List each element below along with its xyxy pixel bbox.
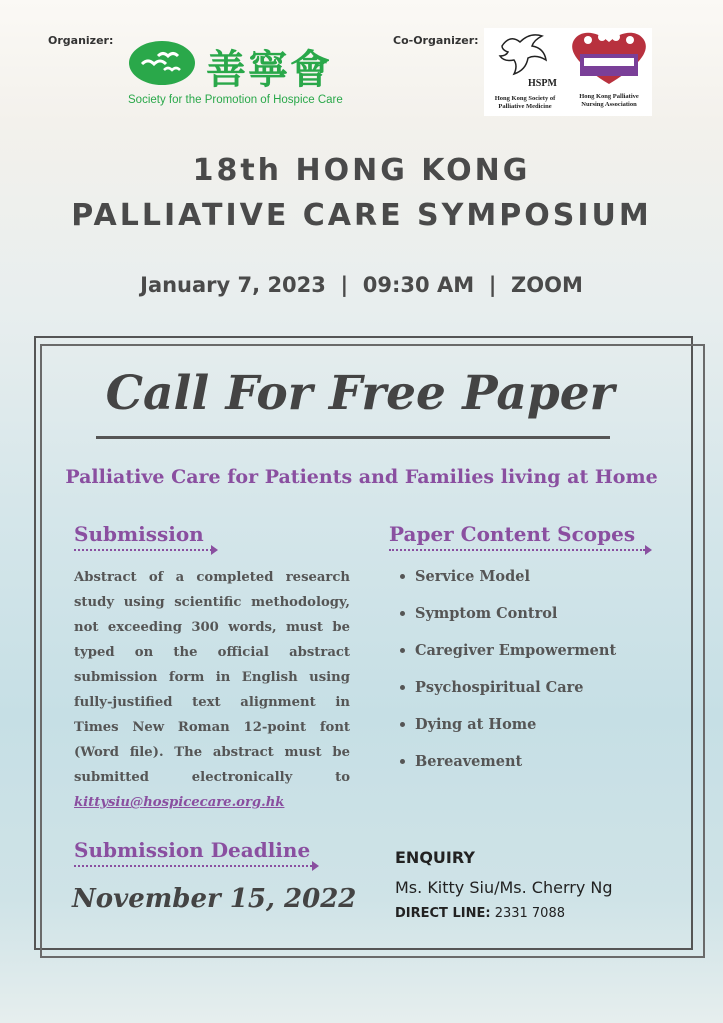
deadline-heading: Submission Deadline — [74, 838, 311, 862]
scope-item — [400, 743, 690, 780]
bullet-icon — [400, 759, 405, 764]
birds-logo-icon — [128, 40, 196, 86]
deadline-date: November 15, 2022 — [72, 884, 357, 914]
scope-item — [400, 706, 690, 743]
svg-text:HSPM: HSPM — [528, 78, 557, 89]
hkpna-text: Hong Kong Palliative Nursing Association — [579, 93, 639, 108]
scope-label: Symptom Control — [415, 605, 558, 622]
scope-item — [400, 595, 690, 632]
bullet-icon — [400, 648, 405, 653]
submission-heading: Submission — [74, 522, 204, 546]
submission-email-link[interactable]: kittysiu@hospicecare.org.hk — [74, 795, 285, 810]
scope-label: Dying at Home — [415, 716, 537, 733]
submission-dotline — [74, 549, 212, 551]
organizer-label: Organizer: — [48, 34, 114, 47]
bullet-icon — [400, 574, 405, 579]
heading-underline — [96, 436, 610, 439]
call-heading: Call For Free Paper — [105, 366, 615, 421]
heart-bed-icon — [566, 28, 652, 88]
scope-item — [400, 558, 690, 595]
enquiry-names: Ms. Kitty Siu/Ms. Cherry Ng — [395, 878, 613, 897]
deadline-dotline — [74, 865, 312, 867]
submission-text: Abstract of a completed research study using scientific methodology, not exceeding 300 words, must be typed on the official abstract submission form in English using fully-justified text alignment in Times New Roman 12-point font (Word file). The abstract must be submitted electronically to — [74, 570, 350, 785]
direct-line-label: DIRECT LINE: — [395, 906, 491, 921]
scope-label: Caregiver Empowerment — [415, 642, 617, 659]
co-organizer-label: Co-Organizer: — [393, 34, 479, 47]
scopes-heading: Paper Content Scopes — [389, 522, 636, 546]
title-line-2: PALLIATIVE CARE SYMPOSIUM — [71, 198, 652, 233]
dove-icon — [484, 28, 566, 90]
scopes-dotline — [389, 549, 645, 551]
bullet-icon — [400, 685, 405, 690]
organizer-name: Society for the Promotion of Hospice Care — [128, 94, 343, 106]
hkspm-text: Hong Kong Society of Palliative Medicine — [494, 95, 556, 110]
bullet-icon — [400, 611, 405, 616]
hkspm-logo — [484, 28, 566, 116]
scope-item — [400, 669, 690, 706]
scope-label: Psychospiritual Care — [415, 679, 584, 696]
scope-label: Bereavement — [415, 753, 523, 770]
organizer-logo-chars: 善寧會 — [206, 46, 332, 93]
enquiry-title: ENQUIRY — [395, 848, 475, 867]
hkpna-logo — [566, 28, 652, 116]
bullet-icon — [400, 722, 405, 727]
submission-body — [74, 565, 350, 815]
enquiry-direct-line — [395, 906, 565, 921]
scope-label: Service Model — [415, 568, 530, 585]
scopes-arrow-icon — [645, 545, 652, 555]
deadline-arrow-icon — [312, 861, 319, 871]
scopes-list — [400, 558, 690, 780]
direct-line-number[interactable]: 2331 7088 — [494, 906, 565, 921]
title-line-1: 18th HONG KONG — [192, 153, 531, 188]
submission-arrow-icon — [211, 545, 218, 555]
event-dateline: January 7, 2023 | 09:30 AM | ZOOM — [140, 273, 583, 297]
scope-item — [400, 632, 690, 669]
call-theme: Palliative Care for Patients and Families living at Home — [65, 466, 658, 488]
